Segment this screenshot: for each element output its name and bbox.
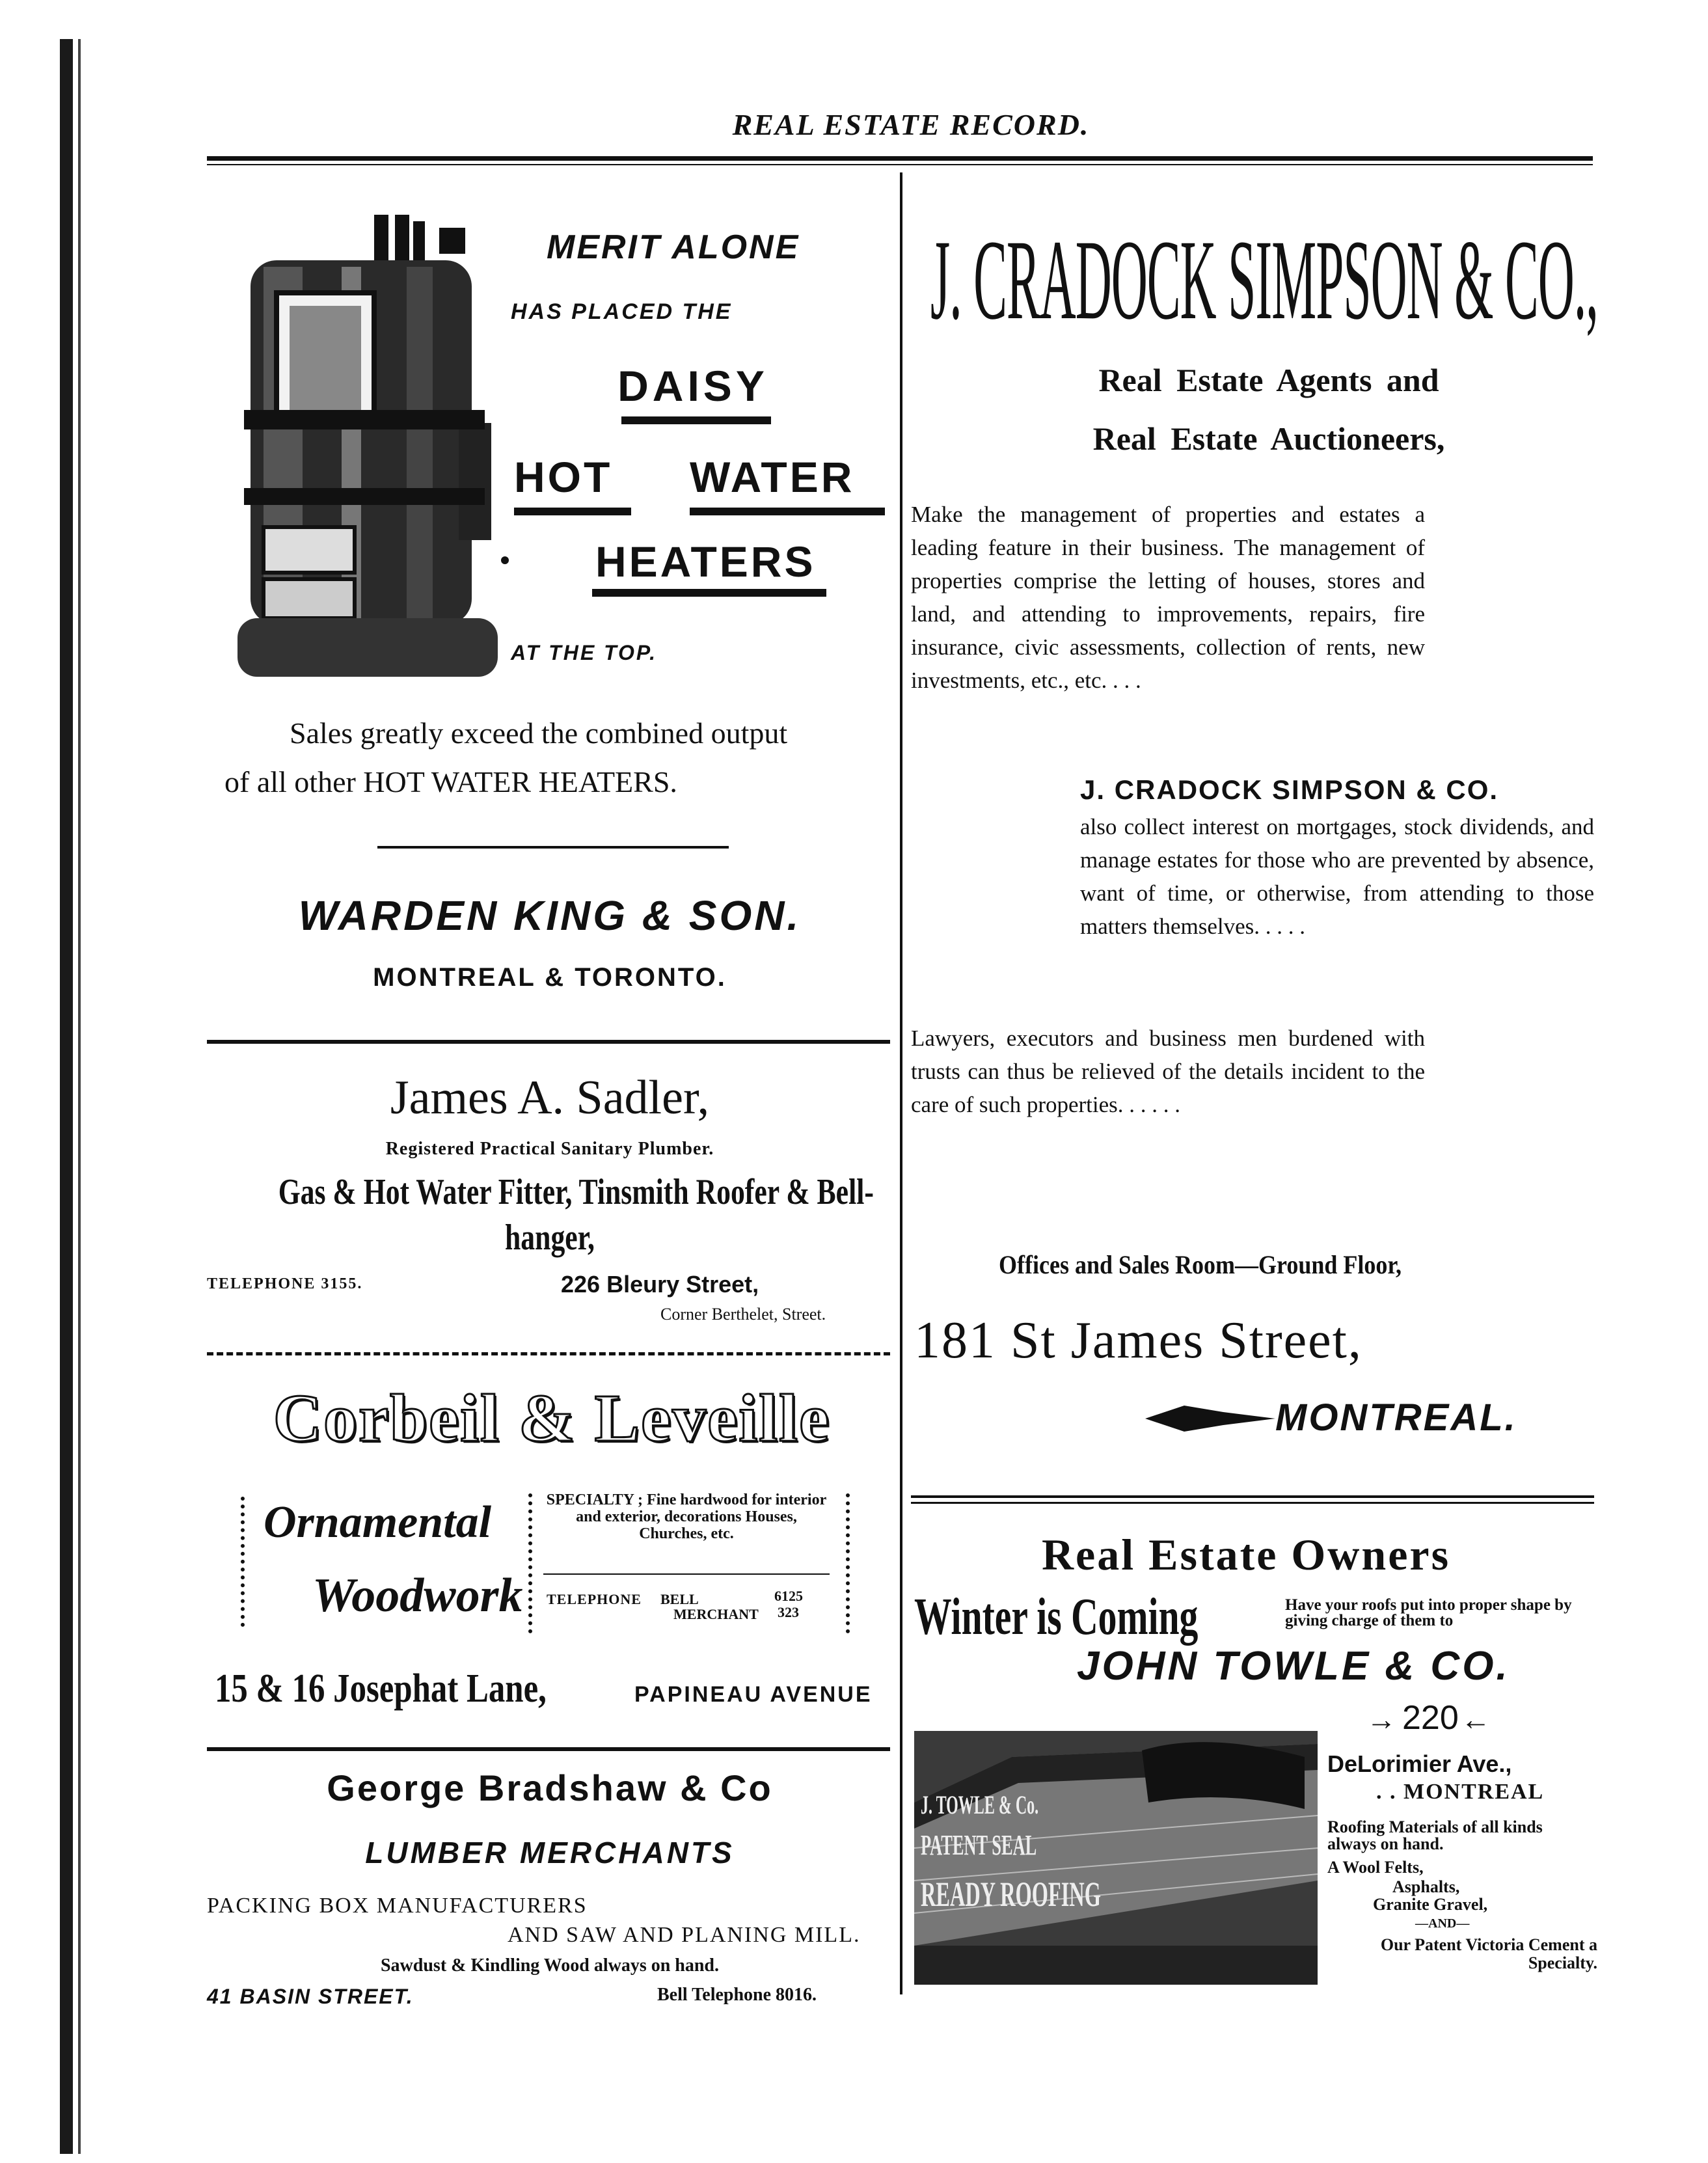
sadler-address: 226 Bleury Street, — [561, 1271, 759, 1298]
column-divider — [900, 172, 902, 1994]
simpson-paragraph-3: Lawyers, executors and business men burdened with trusts can thus be relieved of the details incident to the care of such properties. . . . . . — [911, 1026, 1425, 1117]
towle-winter: Winter is Coming — [914, 1588, 1199, 1646]
bradshaw-name: George Bradshaw & Co — [327, 1767, 773, 1808]
corbeil-merchant: MERCHANT — [673, 1606, 759, 1622]
rule-after-heater — [207, 1040, 890, 1044]
towle-number: 220 — [1402, 1699, 1459, 1737]
towle-materials-4: Granite Gravel, — [1373, 1895, 1488, 1914]
towle-company: JOHN TOWLE & CO. — [1077, 1644, 1510, 1689]
simpson-name: J. CRADOCK SIMPSON & CO., — [930, 217, 1598, 344]
towle-materials-2: A Wool Felts, — [1327, 1858, 1424, 1877]
rule-before-towle-2 — [911, 1502, 1594, 1504]
heater-underline-water — [690, 508, 885, 515]
simpson-role-1: Real Estate Agents and — [1098, 362, 1439, 398]
corbeil-ornamental: Ornamental — [264, 1497, 492, 1547]
towle-street: DeLorimier Ave., — [1327, 1750, 1512, 1777]
heater-has-placed: HAS PLACED THE — [511, 299, 733, 324]
corbeil-avenue: PAPINEAU AVENUE — [634, 1682, 873, 1707]
corbeil-merchant-number: 323 — [778, 1604, 799, 1620]
corbeil-mid-border — [528, 1493, 532, 1633]
bradshaw-trade: LUMBER MERCHANTS — [365, 1836, 735, 1870]
rule-after-corbeil — [207, 1747, 890, 1751]
towle-arrow-right-icon: ← — [1461, 1702, 1491, 1736]
running-head: REAL ESTATE RECORD. — [732, 108, 1090, 141]
sadler-name: James A. Sadler, — [390, 1071, 710, 1124]
rule-before-towle — [911, 1495, 1594, 1498]
top-rule-thin — [207, 164, 1593, 165]
bradshaw-phone: Bell Telephone 8016. — [657, 1985, 817, 2005]
towle-materials-1: Roofing Materials of all kinds always on hand. — [1327, 1817, 1543, 1853]
heater-brand-daisy: DAISY — [617, 362, 768, 410]
simpson-city: MONTREAL. — [1275, 1396, 1517, 1439]
sadler-telephone: TELEPHONE 3155. — [207, 1275, 363, 1292]
heater-underline-heaters — [592, 589, 826, 597]
heater-divider — [377, 846, 729, 849]
corbeil-name: Corbeil & Leveille — [273, 1381, 831, 1456]
sadler-corner: Corner Berthelet, Street. — [660, 1305, 826, 1324]
binding-edge-line — [78, 39, 81, 2154]
roof-image-label-1: J. TOWLE & Co. — [921, 1790, 1039, 1819]
bradshaw-address: 41 BASIN STREET. — [207, 1985, 414, 2008]
heater-water: WATER — [690, 453, 855, 501]
towle-materials-5: Our Patent Victoria Cement a Specialty. — [1380, 1935, 1597, 1972]
simpson-paragraph-2: also collect interest on mortgages, stock dividends, and manage estates for those who are prevented by absence, want of time, or otherwise, from attending to those matters themselves. . . . . — [1080, 814, 1594, 939]
corbeil-bell-number: 6125 — [774, 1588, 803, 1604]
towle-arrow-left-icon: → — [1366, 1702, 1396, 1736]
sadler-trades-2: hanger, — [505, 1218, 595, 1258]
simpson-offices: Offices and Sales Room—Ground Floor, — [999, 1250, 1402, 1279]
corbeil-box-rule — [543, 1573, 830, 1575]
heater-hot: HOT — [514, 453, 613, 501]
heater-sales-line2: of all other HOT WATER HEATERS. — [224, 765, 677, 798]
towle-and: —AND— — [1415, 1916, 1470, 1931]
heater-company: WARDEN KING & SON. — [298, 892, 802, 939]
heater-bullet — [501, 556, 509, 564]
towle-roofs: Have your roofs put into proper shape by giving charge of them to — [1285, 1596, 1572, 1629]
top-rule — [207, 156, 1593, 161]
simpson-name-2: J. CRADOCK SIMPSON & CO. — [1080, 774, 1499, 805]
heater-cities: MONTREAL & TORONTO. — [373, 963, 727, 992]
bradshaw-line3: Sawdust & Kindling Wood always on hand. — [380, 1955, 720, 1976]
simpson-paragraph-1: Make the management of properties and estates a leading feature in their business. The management of properties comprise the letting of houses, stores and land, and attending to improvements, repairs, fire insurance, civic assessments, collection of rents, new investments, etc., etc. . . . — [911, 502, 1425, 693]
corbeil-left-border — [241, 1497, 245, 1627]
pointing-hand-icon — [1145, 1402, 1275, 1435]
heater-at-top: AT THE TOP. — [511, 641, 658, 664]
sadler-trades-1: Gas & Hot Water Fitter, Tinsmith Roofer & Bell- — [278, 1172, 874, 1212]
towle-heading: Real Estate Owners — [1041, 1530, 1451, 1579]
heater-underline-hot — [514, 508, 631, 515]
heater-heaters: HEATERS — [595, 537, 816, 586]
boiler-illustration — [224, 215, 511, 683]
corbeil-specialty: SPECIALTY ; Fine hardwood for interior and exterior, decorations Houses, Churches, etc. — [546, 1491, 827, 1542]
roof-image-label-2: PATENT SEAL — [921, 1829, 1037, 1861]
bradshaw-line1: PACKING BOX MANUFACTURERS — [207, 1894, 588, 1918]
heater-merit-alone: MERIT ALONE — [547, 228, 800, 266]
corbeil-woodwork: Woodwork — [312, 1569, 523, 1622]
heater-underline-daisy — [621, 416, 771, 424]
sadler-subtitle: Registered Practical Sanitary Plumber. — [385, 1139, 714, 1159]
heater-sales-line1: Sales greatly exceed the combined output — [290, 716, 788, 750]
rule-after-sadler — [207, 1352, 890, 1355]
corbeil-address: 15 & 16 Josephat Lane, — [215, 1666, 547, 1711]
corbeil-bell: BELL — [660, 1591, 699, 1607]
towle-city: . . MONTREAL — [1376, 1780, 1545, 1804]
bradshaw-line2: AND SAW AND PLANING MILL. — [508, 1923, 861, 1947]
binding-edge — [60, 39, 73, 2154]
simpson-street: 181 St James Street, — [914, 1312, 1362, 1369]
corbeil-right-border — [846, 1493, 850, 1633]
towle-materials-3: Asphalts, — [1392, 1877, 1460, 1896]
simpson-role-2: Real Estate Auctioneers, — [1092, 420, 1445, 457]
roof-image-label-3: READY ROOFING — [921, 1875, 1101, 1914]
corbeil-telephone-label: TELEPHONE — [547, 1591, 642, 1607]
